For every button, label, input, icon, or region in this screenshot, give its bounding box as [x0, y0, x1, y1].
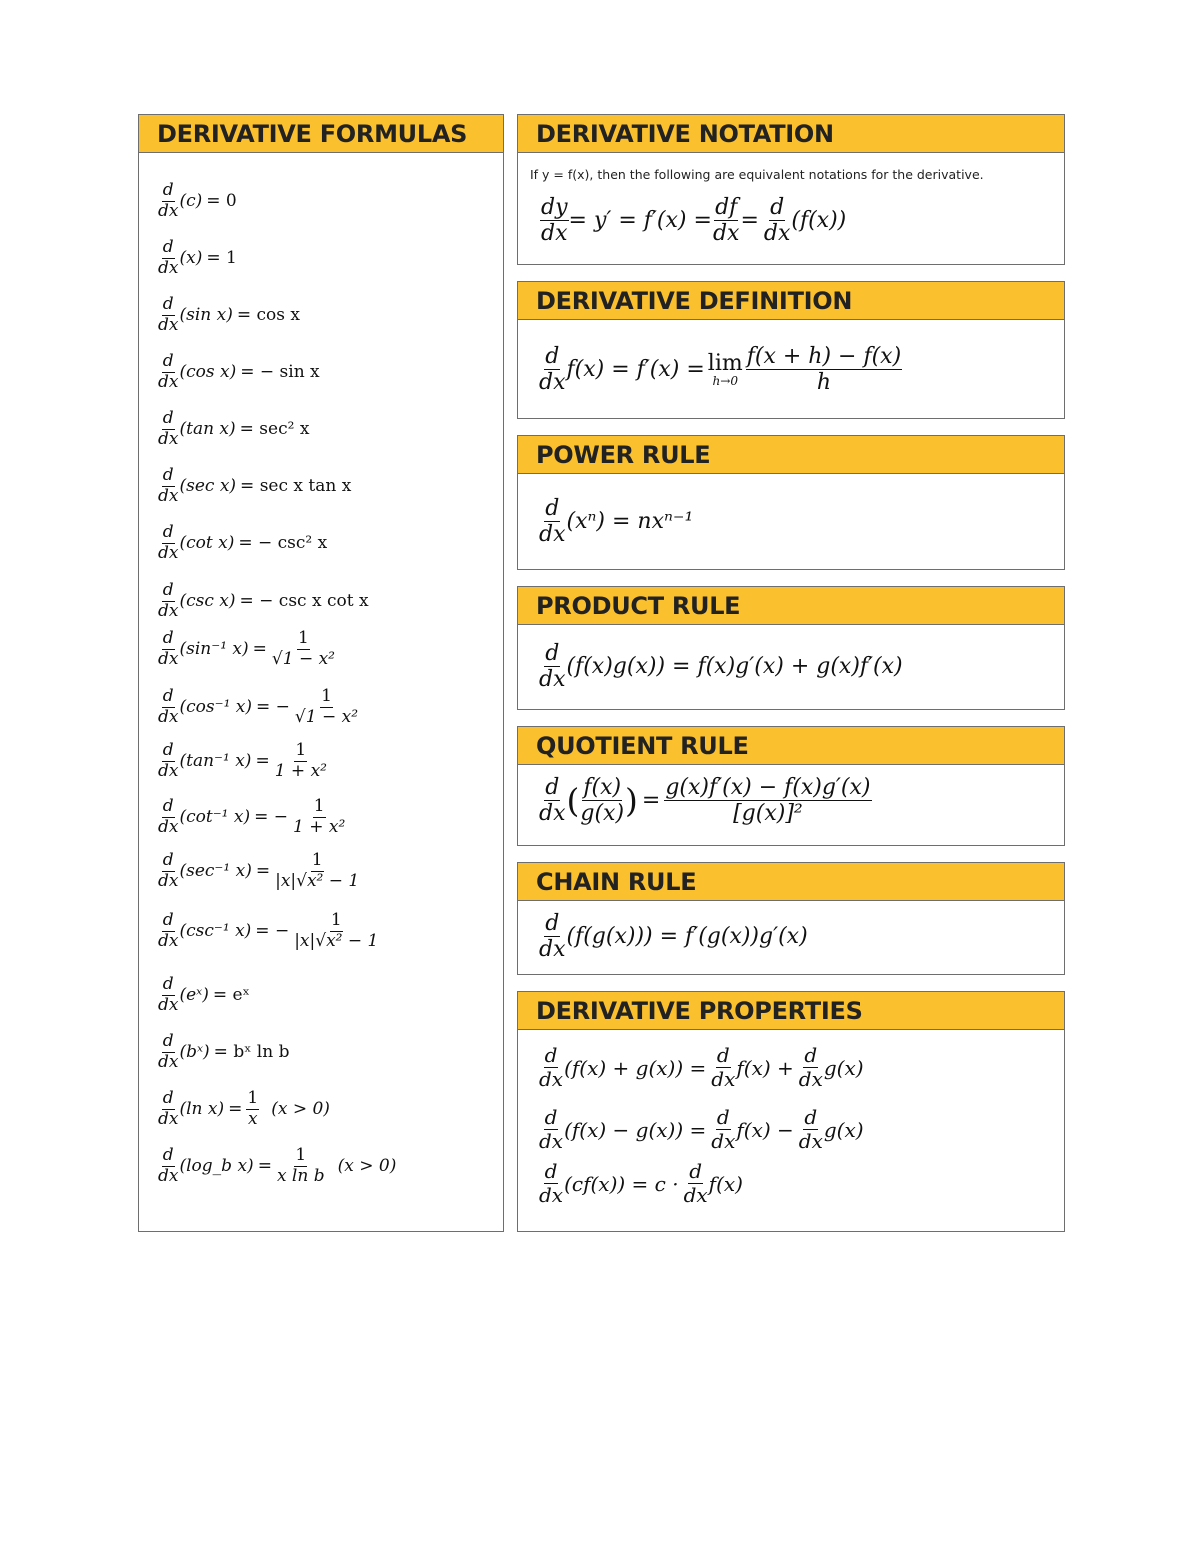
d-dx-operator: $\frac{d}{dx}$	[158, 1031, 179, 1072]
formula-row	[157, 352, 320, 392]
formula-argument: (csc x)	[179, 591, 236, 612]
formula-row	[157, 238, 237, 278]
formula-argument: (log_b x)	[179, 1156, 254, 1177]
formula-row	[157, 1089, 330, 1129]
formula-rhs: = − csc x cot x	[239, 591, 369, 612]
constant-multiple-property-formula: $\frac{d}{dx}$ (cf(x)) = c · $\frac{d}{dx}$ f(x)	[539, 1159, 743, 1207]
definition-formula: $\frac{d}{dx}$ f(x) = f′(x) = lim h→0 $\frac{f(x + h) - f(x)}{h}$	[539, 344, 902, 396]
derivative-properties-title: DERIVATIVE PROPERTIES	[518, 992, 1064, 1030]
d-dx-operator: $\frac{d}{dx}$	[158, 1145, 179, 1186]
formula-argument: (ln x)	[179, 1099, 225, 1120]
formula-argument: (c)	[179, 191, 203, 212]
d-dx-operator: $\frac{d}{dx}$	[158, 796, 179, 837]
formula-row	[157, 629, 336, 669]
formula-rhs: =	[255, 861, 271, 882]
formula-fraction: $\frac{1}{\text{1 + x²}}$	[274, 740, 327, 781]
formula-rhs: =	[255, 751, 270, 772]
formula-rhs: = −	[254, 807, 289, 828]
power-rule-panel	[517, 435, 1065, 570]
derivative-formulas-panel	[138, 114, 504, 1232]
formula-row	[157, 851, 360, 891]
notation-formula: $\frac{dy}{dx}$ = y′ = f′(x) = $\frac{df}{dx}$ = $\frac{d}{dx}$ (f(x))	[541, 195, 847, 247]
d-dx-operator: $\frac{d}{dx}$	[158, 740, 179, 781]
formula-condition: (x > 0)	[271, 1099, 330, 1120]
formula-row	[157, 1032, 289, 1072]
formula-argument: (sec x)	[179, 476, 237, 497]
formula-rhs: = bˣ ln b	[213, 1042, 290, 1063]
formula-fraction: $\frac{1}{\text{1 + x²}}$	[293, 796, 346, 837]
formula-row	[157, 295, 300, 335]
notation-note: If y = f(x), then the following are equivalent notations for the derivative.	[530, 167, 984, 182]
d-dx-operator: $\frac{d}{dx}$	[158, 294, 179, 335]
formula-row	[157, 797, 346, 837]
difference-property-formula: $\frac{d}{dx}$ (f(x) − g(x)) = $\frac{d}{dx}$ f(x) − $\frac{d}{dx}$ g(x)	[539, 1105, 864, 1153]
d-dx-operator: $\frac{d}{dx}$	[158, 522, 179, 563]
formula-row	[157, 975, 250, 1015]
d-dx-operator: $\frac{d}{dx}$	[158, 628, 179, 669]
formula-argument: (bˣ)	[179, 1042, 210, 1063]
formula-argument: (cot x)	[179, 533, 235, 554]
chain-rule-panel	[517, 862, 1065, 975]
d-dx-operator: $\frac{d}{dx}$	[158, 180, 179, 221]
formula-row	[157, 1146, 396, 1186]
formula-argument: (sin⁻¹ x)	[179, 639, 249, 660]
formula-row	[157, 741, 328, 781]
formula-row	[157, 409, 309, 449]
formula-rhs: =	[252, 639, 267, 660]
derivative-properties-panel	[517, 991, 1065, 1232]
derivative-notation-title: DERIVATIVE NOTATION	[518, 115, 1064, 153]
formula-row	[157, 523, 327, 563]
formula-fraction: $\frac{1}{x}$	[247, 1088, 259, 1129]
product-rule-title: PRODUCT RULE	[518, 587, 1064, 625]
formula-rhs: = cos x	[236, 305, 300, 326]
formula-fraction: $\frac{1}{\text{|x|√x² − 1}}$	[275, 850, 360, 891]
product-rule-panel	[517, 586, 1065, 710]
d-dx-operator: $\frac{d}{dx}$	[158, 580, 179, 621]
formula-rhs: = sec² x	[239, 419, 310, 440]
d-dx-operator: $\frac{d}{dx}$	[158, 237, 179, 278]
formula-rhs: =	[257, 1156, 272, 1177]
formula-rhs: = − sin x	[240, 362, 320, 383]
formula-rhs: = sec x tan x	[240, 476, 352, 497]
d-dx-operator: $\frac{d}{dx}$	[158, 910, 179, 951]
d-dx-operator: $\frac{d}{dx}$	[158, 686, 179, 727]
d-dx-operator: $\frac{d}{dx}$	[158, 408, 179, 449]
formula-rhs: = − csc² x	[238, 533, 328, 554]
chain-rule-formula: $\frac{d}{dx}$ (f(g(x))) = f′(g(x))g′(x)	[539, 911, 808, 963]
formula-rhs: = 0	[206, 191, 237, 212]
d-dx-operator: $\frac{d}{dx}$	[158, 1088, 179, 1129]
formula-argument: (tan⁻¹ x)	[179, 751, 252, 772]
formula-fraction: $\frac{1}{\text{√1 − x²}}$	[294, 686, 359, 727]
formula-row	[157, 687, 359, 727]
formula-argument: (eˣ)	[179, 985, 209, 1006]
formula-argument: (cos x)	[179, 362, 237, 383]
d-dx-operator: $\frac{d}{dx}$	[158, 850, 179, 891]
formula-row	[157, 181, 237, 221]
derivative-formulas-title: DERIVATIVE FORMULAS	[139, 115, 503, 153]
d-dx-operator: $\frac{d}{dx}$	[158, 351, 179, 392]
formula-rhs: =	[228, 1099, 243, 1120]
chain-rule-title: CHAIN RULE	[518, 863, 1064, 901]
quotient-rule-panel	[517, 726, 1065, 846]
formula-argument: (cot⁻¹ x)	[179, 807, 251, 828]
formula-fraction: $\frac{1}{\text{|x|√x² − 1}}$	[294, 910, 379, 951]
product-rule-formula: $\frac{d}{dx}$ (f(x)g(x)) = f(x)g′(x) + g(x)f′(x)	[539, 641, 903, 693]
formula-rhs: = 1	[206, 248, 237, 269]
formula-row	[157, 911, 379, 951]
d-dx-operator: $\frac{d}{dx}$	[158, 465, 179, 506]
d-dx-operator: $\frac{d}{dx}$	[158, 974, 179, 1015]
formula-rhs: = −	[256, 697, 290, 718]
derivative-definition-title: DERIVATIVE DEFINITION	[518, 282, 1064, 320]
formula-argument: (sin x)	[179, 305, 233, 326]
derivative-notation-panel	[517, 114, 1065, 265]
formula-argument: (cos⁻¹ x)	[179, 697, 253, 718]
formula-fraction: $\frac{1}{\text{x ln b}}$	[276, 1145, 325, 1186]
formula-row	[157, 581, 369, 621]
formula-condition: (x > 0)	[337, 1156, 397, 1177]
formula-rhs: = −	[255, 921, 290, 942]
formula-argument: (csc⁻¹ x)	[179, 921, 252, 942]
power-rule-formula: $\frac{d}{dx}$ (xⁿ) = nxⁿ⁻¹	[539, 496, 694, 548]
power-rule-title: POWER RULE	[518, 436, 1064, 474]
formula-row	[157, 466, 351, 506]
sum-property-formula: $\frac{d}{dx}$ (f(x) + g(x)) = $\frac{d}{dx}$ f(x) + $\frac{d}{dx}$ g(x)	[539, 1043, 864, 1091]
formula-argument: (tan x)	[179, 419, 236, 440]
formula-argument: (x)	[179, 248, 203, 269]
formula-rhs: = eˣ	[212, 985, 250, 1006]
formula-argument: (sec⁻¹ x)	[179, 861, 252, 882]
quotient-rule-title: QUOTIENT RULE	[518, 727, 1064, 765]
derivative-definition-panel	[517, 281, 1065, 419]
quotient-rule-formula: $\frac{d}{dx}$ ( $\frac{f(x)}{g(x)}$ ) = $\frac{g(x)f'(x) - f(x)g'(x)}{\text{[g(x)]²}}$	[539, 775, 871, 827]
formula-fraction: $\frac{1}{\text{√1 − x²}}$	[271, 628, 335, 669]
